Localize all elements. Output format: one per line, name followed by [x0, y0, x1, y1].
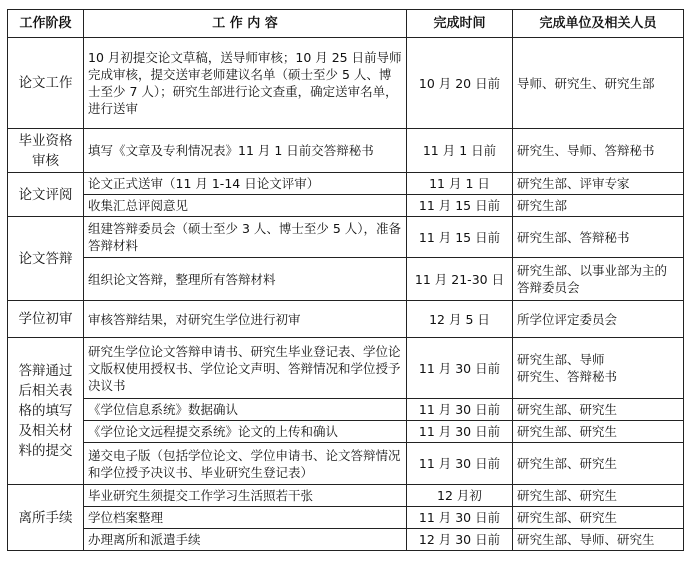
table-row — [8, 38, 684, 129]
people-cell: 研究生部、研究生 — [513, 399, 684, 421]
time-cell: 11 月 30 日前 — [407, 338, 513, 399]
table-row — [8, 485, 684, 507]
stage-cell: 学位初审 — [8, 301, 84, 338]
table-row — [8, 217, 684, 258]
time-cell: 10 月 20 日前 — [407, 38, 513, 129]
time-cell: 11 月 21-30 日 — [407, 258, 513, 301]
people-cell: 导师、研究生、研究生部 — [513, 38, 684, 129]
table-row — [8, 173, 684, 195]
time-cell: 11 月 15 日前 — [407, 195, 513, 217]
header-row — [8, 10, 684, 38]
table-row — [8, 507, 684, 529]
time-cell: 11 月 30 日前 — [407, 399, 513, 421]
people-cell: 研究生部、以事业部为主的答辩委员会 — [513, 258, 684, 301]
time-cell: 12 月初 — [407, 485, 513, 507]
content-cell: 组织论文答辩，整理所有答辩材料 — [84, 258, 407, 301]
content-cell: 研究生学位论文答辩申请书、研究生毕业登记表、学位论文版权使用授权书、学位论文声明、答辩情况和学位授予决议书 — [84, 338, 407, 399]
people-cell: 研究生部、答辩秘书 — [513, 217, 684, 258]
content-cell: 论文正式送审（11 月 1-14 日论文评审） — [84, 173, 407, 195]
people-cell — [513, 338, 684, 399]
stage-cell: 毕业资格审核 — [8, 129, 84, 173]
stage-cell: 论文工作 — [8, 38, 84, 129]
stage-cell: 答辩通过后相关表格的填写及相关材料的提交 — [8, 338, 84, 485]
header-people: 完成单位及相关人员 — [513, 10, 684, 38]
stage-cell: 论文答辩 — [8, 217, 84, 301]
time-cell: 11 月 30 日前 — [407, 421, 513, 443]
content-cell: 毕业研究生须提交工作学习生活照若干张 — [84, 485, 407, 507]
content-cell: 收集汇总评阅意见 — [84, 195, 407, 217]
table-row — [8, 301, 684, 338]
table-row — [8, 529, 684, 551]
table-row — [8, 338, 684, 399]
table-row — [8, 129, 684, 173]
content-cell: 《学位论文远程提交系统》论文的上传和确认 — [84, 421, 407, 443]
people-line: 研究生、答辩秘书 — [517, 369, 618, 384]
content-cell: 审核答辩结果，对研究生学位进行初审 — [84, 301, 407, 338]
schedule-table — [7, 9, 684, 551]
stage-cell: 论文评阅 — [8, 173, 84, 217]
people-line: 研究生部、导师 — [517, 352, 605, 367]
table-row — [8, 195, 684, 217]
people-cell: 所学位评定委员会 — [513, 301, 684, 338]
time-cell: 11 月 1 日 — [407, 173, 513, 195]
people-cell: 研究生、导师、答辩秘书 — [513, 129, 684, 173]
people-cell: 研究生部、评审专家 — [513, 173, 684, 195]
table-row — [8, 421, 684, 443]
content-cell: 组建答辩委员会（硕士至少 3 人、博士至少 5 人），准备答辩材料 — [84, 217, 407, 258]
content-cell: 填写《文章及专利情况表》11 月 1 日前交答辩秘书 — [84, 129, 407, 173]
people-cell: 研究生部、研究生 — [513, 485, 684, 507]
content-cell: 办理离所和派遣手续 — [84, 529, 407, 551]
header-time: 完成时间 — [407, 10, 513, 38]
time-cell: 11 月 30 日前 — [407, 443, 513, 485]
content-cell: 递交电子版（包括学位论文、学位申请书、论文答辩情况和学位授予决议书、毕业研究生登记表） — [84, 443, 407, 485]
content-cell: 《学位信息系统》数据确认 — [84, 399, 407, 421]
time-cell: 11 月 15 日前 — [407, 217, 513, 258]
time-cell: 12 月 30 日前 — [407, 529, 513, 551]
people-cell: 研究生部、研究生 — [513, 421, 684, 443]
header-content: 工 作 内 容 — [84, 10, 407, 38]
time-cell: 11 月 1 日前 — [407, 129, 513, 173]
header-stage: 工作阶段 — [8, 10, 84, 38]
time-cell: 12 月 5 日 — [407, 301, 513, 338]
content-cell: 学位档案整理 — [84, 507, 407, 529]
time-cell: 11 月 30 日前 — [407, 507, 513, 529]
people-cell: 研究生部、研究生 — [513, 507, 684, 529]
people-cell: 研究生部、导师、研究生 — [513, 529, 684, 551]
table-row — [8, 399, 684, 421]
people-cell: 研究生部、研究生 — [513, 443, 684, 485]
table-row — [8, 258, 684, 301]
stage-cell: 离所手续 — [8, 485, 84, 551]
table-row — [8, 443, 684, 485]
content-cell: 10 月初提交论文草稿，送导师审核；10 月 25 日前导师完成审核，提交送审老师建议名单（硕士至少 5 人、博士至少 7 人）；研究生部进行论文查重，确定送审名单，进行送审 — [84, 38, 407, 129]
people-cell: 研究生部 — [513, 195, 684, 217]
